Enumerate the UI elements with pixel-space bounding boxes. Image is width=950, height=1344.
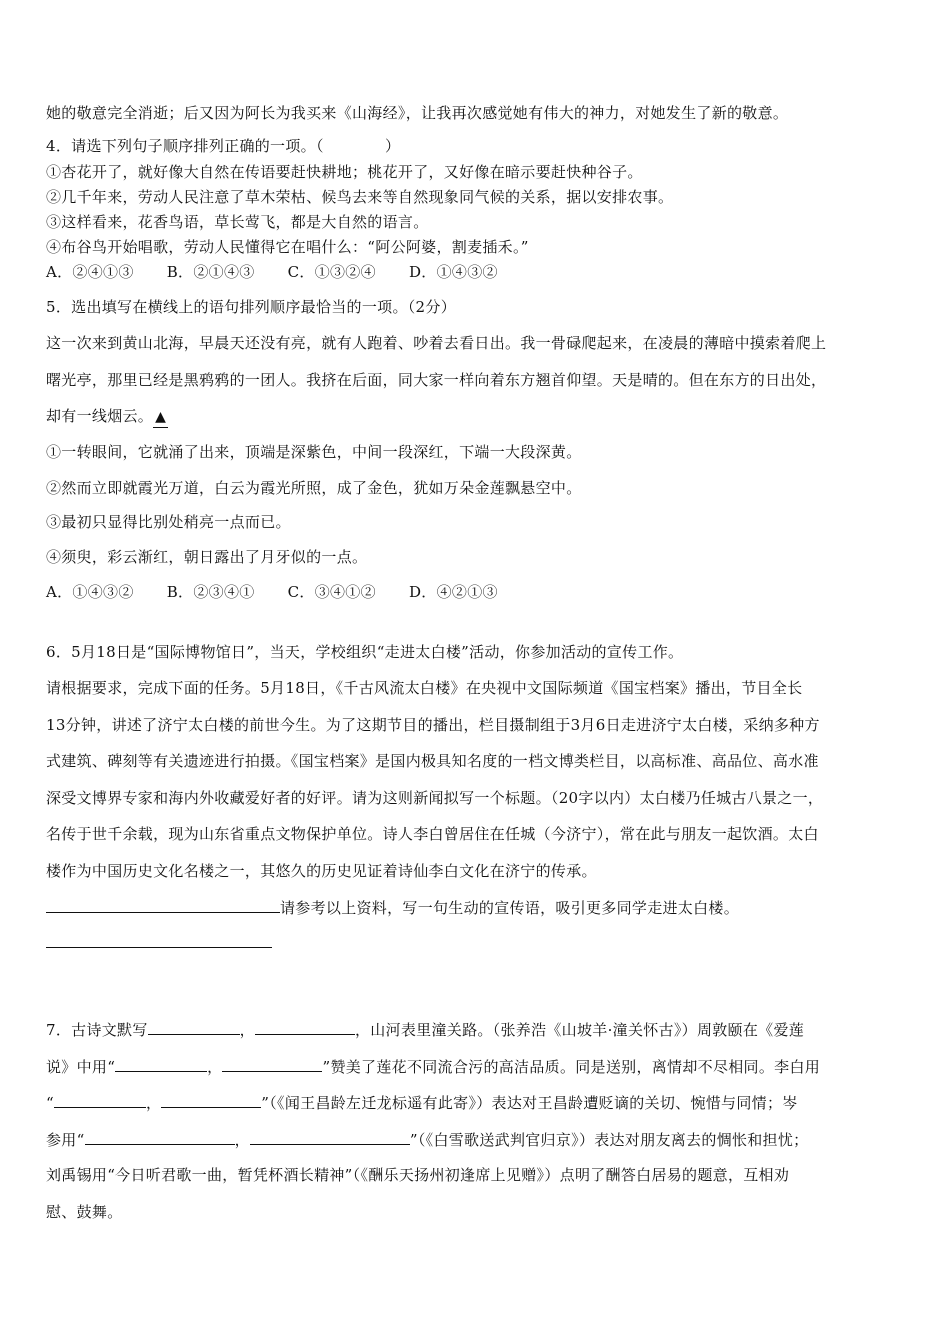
q7-line-1 (46, 1019, 804, 1040)
q4-sentence-3: ③这样看来，花香鸟语，草长莺飞，都是大自然的语言。 (46, 213, 429, 231)
q5-passage-line-3 (46, 406, 168, 428)
q7-text-2a: 说》中用“ (46, 1058, 116, 1076)
q5-option-b[interactable]: B．②③④① (166, 583, 255, 601)
q6-line-1: 请根据要求，完成下面的任务。5月18日，《千古风流太白楼》在央视中文国际频道《国宝档案》播出，节目全长 (46, 679, 803, 697)
q5-sentence-2: ②然而立即就霞光万道，白云为霞光所照，成了金色，犹如万朵金莲飘悬空中。 (46, 479, 582, 497)
q7-text-4a: 参用“ (46, 1131, 85, 1149)
q5-options (46, 582, 526, 602)
q7-line-3 (46, 1092, 798, 1113)
q5-sentence-4: ④须臾，彩云渐红，朝日露出了月牙似的一点。 (46, 548, 368, 566)
q7-text-1b: ， (239, 1021, 255, 1039)
q6-line-7 (46, 897, 739, 918)
q7-text-4c: ”（《白雪歌送武判官归京》）表达对朋友离去的惆怅和担忧； (409, 1131, 809, 1149)
q5-passage-line-1: 这一次来到黄山北海，早晨天还没有亮，就有人跑着、吵着去看日出。我一骨碌爬起来，在凌晨的薄暗中摸索着爬上 (46, 334, 827, 352)
intro-tail-text: 她的敬意完全消逝；后又因为阿长为我买来《山海经》，让我再次感觉她有伟大的神力，对她发生了新的敬意。 (46, 104, 789, 122)
answer-blank-1[interactable] (148, 1019, 240, 1035)
q5-passage-text: 却有一线烟云。 (46, 407, 154, 425)
q7-text-1c: ，山河表里潼关路。（张养浩《山坡羊·潼关怀古》）周敦颐在《爱莲 (354, 1021, 805, 1039)
q7-text-2b: ， (207, 1058, 223, 1076)
answer-blank-2[interactable] (255, 1019, 355, 1035)
answer-blank-3[interactable] (115, 1056, 207, 1072)
answer-blank-headline[interactable] (46, 897, 280, 913)
q4-stem: 4．请选下列句子顺序排列正确的一项。（ ） (46, 137, 401, 155)
q6-line-2: 13分钟，讲述了济宁太白楼的前世今生。为了这期节目的播出，栏目摄制组于3月6日走进济宁太白楼，采纳多种方 (46, 716, 820, 734)
q5-passage-line-2: 曙光亭，那里已经是黑鸦鸦的一团人。我挤在后面，同大家一样向着东方翘首仰望。天是晴的。但在东方的日出处， (46, 371, 827, 389)
q6-line-3: 式建筑、碑刻等有关遗迹进行拍摄。《国宝档案》是国内极具知名度的一档文博类栏目，以高标准、高品位、高水准 (46, 752, 819, 770)
q4-sentence-1: ①杏花开了，就好像大自然在传语要赶快耕地；桃花开了，又好像在暗示要赶快种谷子。 (46, 163, 643, 181)
q5-option-a[interactable]: A．①④③② (46, 583, 134, 601)
q4-option-c[interactable]: C．①③②④ (287, 263, 376, 281)
blank-marker-triangle: ▲ (153, 407, 168, 428)
q4-option-b[interactable]: B．②①④③ (166, 263, 255, 281)
answer-blank-slogan[interactable] (46, 947, 272, 948)
answer-blank-7[interactable] (85, 1129, 235, 1145)
answer-blank-5[interactable] (54, 1092, 146, 1108)
q7-line-5: 刘禹锡用“今日听君歌一曲，暂凭杯酒长精神”（《酬乐天扬州初逢席上见赠》）点明了酬答白居易的题意，互相劝 (46, 1166, 790, 1184)
answer-blank-8[interactable] (250, 1129, 410, 1145)
q4-option-a[interactable]: A．②④①③ (46, 263, 134, 281)
q4-sentence-4: ④布谷鸟开始唱歌，劳动人民懂得它在唱什么：“阿公阿婆，割麦插禾。” (46, 238, 529, 256)
q5-stem: 5．选出填写在横线上的语句排列顺序最恰当的一项。（2分） (46, 298, 456, 316)
q5-sentence-3: ③最初只显得比别处稍亮一点而已。 (46, 513, 291, 531)
q7-text-2c: ”赞美了莲花不同流合污的高洁品质。同是送别，离情却不尽相同。李白用 (322, 1058, 821, 1076)
q4-option-d[interactable]: D．①④③② (408, 263, 498, 281)
q6-line-5: 名传于世千余载，现为山东省重点文物保护单位。诗人李白曾居住在任城（今济宁），常在此与朋友一起饮酒。太白 (46, 825, 819, 843)
q5-option-c[interactable]: C．③④①② (287, 583, 376, 601)
answer-blank-4[interactable] (222, 1056, 322, 1072)
q7-line-2 (46, 1056, 820, 1077)
q7-line-4 (46, 1129, 808, 1150)
q4-sentence-2: ②几千年来，劳动人民注意了草木荣枯、候鸟去来等自然现象同气候的关系，据以安排农事。 (46, 188, 674, 206)
q7-text-4b: ， (234, 1131, 250, 1149)
q6-stem: 6．5月18日是“国际博物馆日”，当天，学校组织“走进太白楼”活动，你参加活动的宣传工作。 (46, 643, 684, 661)
q7-text-3c: ”（《闻王昌龄左迁龙标遥有此寄》）表达对王昌龄遭贬谪的关切、惋惜与同情；岑 (261, 1094, 798, 1112)
q5-option-d[interactable]: D．④②①③ (408, 583, 498, 601)
q7-text-3a: “ (46, 1094, 54, 1112)
q7-text-3b: ， (145, 1094, 162, 1112)
q4-options (46, 262, 526, 282)
q5-sentence-1: ①一转眼间，它就涌了出来，顶端是深紫色，中间一段深红，下端一大段深黄。 (46, 443, 582, 461)
q6-line-4: 深受文博界专家和海内外收藏爱好者的好评。请为这则新闻拟写一个标题。（20字以内）太白楼乃任城古八景之一， (46, 789, 824, 807)
q6-slogan-prompt: 请参考以上资料，写一句生动的宣传语，吸引更多同学走进太白楼。 (280, 899, 740, 917)
q6-line-6: 楼作为中国历史文化名楼之一，其悠久的历史见证着诗仙李白文化在济宁的传承。 (46, 862, 597, 880)
answer-blank-6[interactable] (161, 1092, 261, 1108)
q7-line-6: 慰、鼓舞。 (46, 1203, 123, 1221)
q7-text-1a: 7．古诗文默写 (46, 1021, 148, 1039)
